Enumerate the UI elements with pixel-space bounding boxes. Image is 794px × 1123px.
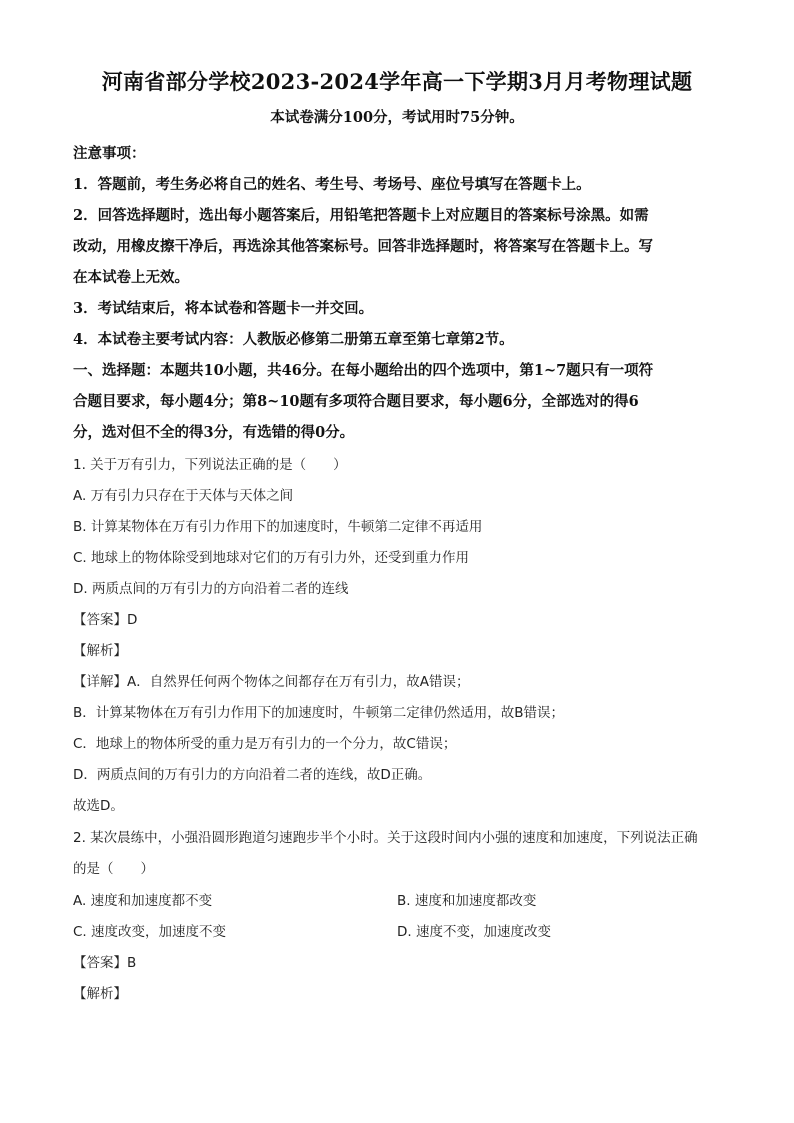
q2-answer: 【答案】B [73,955,137,971]
q1-detail-c: C．地球上的物体所受的重力是万有引力的一个分力，故C错误； [73,736,457,752]
q2-option-c: C. 速度改变，加速度不变 [73,924,227,940]
q1-stem: 1. 关于万有引力，下列说法正确的是（ ） [73,457,347,473]
exam-subtitle: 本试卷满分100分，考试用时75分钟。 [270,109,524,126]
notice-item-3: 3．考试结束后，将本试卷和答题卡一并交回。 [73,300,374,317]
section-1-line-1: 一、选择题：本题共10小题，共46分。在每小题给出的四个选项中，第1~7题只有一项符 [73,362,654,379]
q1-option-c: C. 地球上的物体除受到地球对它们的万有引力外，还受到重力作用 [73,550,470,566]
notice-item-2-line-3: 在本试卷上无效。 [73,269,189,286]
q1-detail-d: D．两质点间的万有引力的方向沿着二者的连线，故D正确。 [73,767,432,783]
q1-option-a: A. 万有引力只存在于天体与天体之间 [73,488,294,504]
notice-item-4: 4．本试卷主要考试内容：人教版必修第二册第五章至第七章第2节。 [73,331,514,348]
q2-option-b: B. 速度和加速度都改变 [397,893,537,909]
q1-option-b: B. 计算某物体在万有引力作用下的加速度时，牛顿第二定律不再适用 [73,519,483,535]
notice-heading: 注意事项： [73,145,146,162]
q1-detail-a: 【详解】A．自然界任何两个物体之间都存在万有引力，故A错误； [73,674,470,690]
q1-analysis-label: 【解析】 [73,643,127,659]
q2-stem-line-1: 2. 某次晨练中，小强沿圆形跑道匀速跑步半个小时。关于这段时间内小强的速度和加速度，下列说法正确 [73,830,698,846]
q2-option-d: D. 速度不变，加速度改变 [397,924,551,940]
q1-option-d: D. 两质点间的万有引力的方向沿着二者的连线 [73,581,349,597]
q2-stem-line-2: 的是（ ） [73,861,154,877]
q2-analysis-label: 【解析】 [73,986,127,1002]
notice-item-1: 1．答题前，考生务必将自己的姓名、考生号、考场号、座位号填写在答题卡上。 [73,176,591,193]
q1-detail-b: B．计算某物体在万有引力作用下的加速度时，牛顿第二定律仍然适用，故B错误； [73,705,565,721]
q1-conclusion: 故选D。 [73,798,124,814]
q2-option-a: A. 速度和加速度都不变 [73,893,213,909]
section-1-line-3: 分，选对但不全的得3分，有选错的得0分。 [73,424,355,441]
notice-item-2-line-1: 2．回答选择题时，选出每小题答案后，用铅笔把答题卡上对应题目的答案标号涂黑。如需 [73,207,649,224]
section-1-line-2: 合题目要求，每小题4分；第8~10题有多项符合题目要求，每小题6分，全部选对的得6 [73,393,639,410]
exam-title: 河南省部分学校2023-2024学年高一下学期3月月考物理试题 [101,69,693,94]
notice-item-2-line-2: 改动，用橡皮擦干净后，再选涂其他答案标号。回答非选择题时，将答案写在答题卡上。写 [73,238,653,255]
q1-answer: 【答案】D [73,612,138,628]
